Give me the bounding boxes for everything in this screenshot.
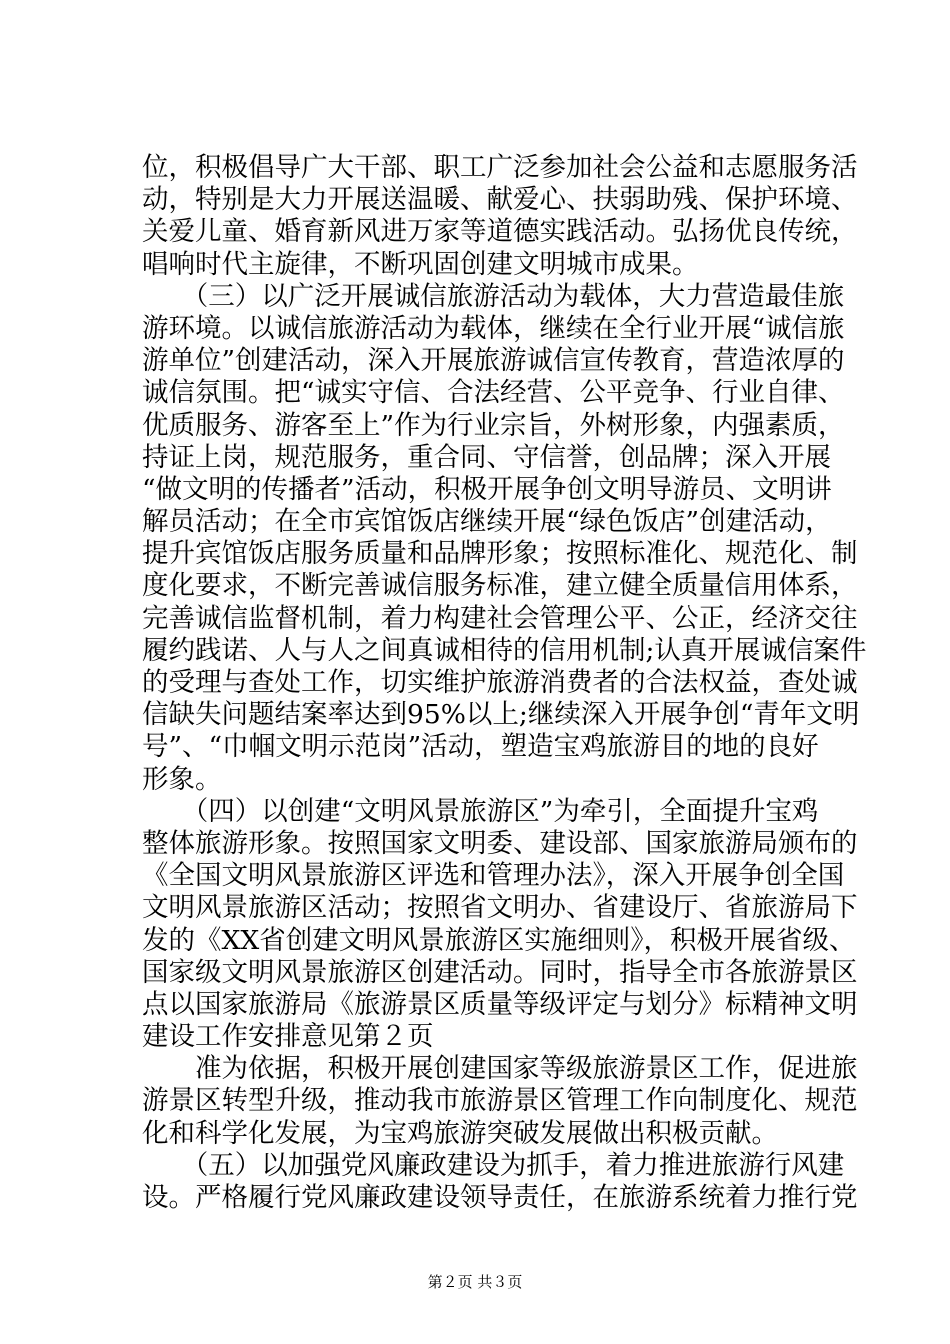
text-line: 化和科学化发展，为宝鸡旅游突破发展做出积极贡献。	[142, 1117, 778, 1149]
text-line: 唱响时代主旋律，不断巩固创建文明城市成果。	[142, 248, 699, 280]
page-footer: 第２页 共３页	[427, 1273, 523, 1291]
text-line: （三）以广泛开展诚信旅游活动为载体，大力营造最佳旅	[142, 280, 845, 312]
text-line: 信缺失问题结案率达到95%以上;继续深入开展争创“青年文明	[142, 699, 860, 731]
text-line: 文明风景旅游区活动；按照省文明办、省建设厅、省旅游局下	[142, 892, 858, 924]
text-line: （四）以创建“文明风景旅游区”为牵引，全面提升宝鸡	[142, 795, 819, 827]
text-line: 建设工作安排意见第２页	[142, 1021, 434, 1053]
text-line: （五）以加强党风廉政建设为抓手，着力推进旅游行风建	[142, 1149, 845, 1181]
text-line: 游景区转型升级，推动我市旅游景区管理工作向制度化、规范	[142, 1085, 858, 1117]
text-line: 准为依据，积极开展创建国家等级旅游景区工作，促进旅	[142, 1053, 858, 1085]
text-line: 动，特别是大力开展送温暖、献爱心、扶弱助残、保护环境、	[142, 184, 858, 216]
text-line: 点以国家旅游局《旅游景区质量等级评定与划分》标精神文明	[142, 988, 858, 1020]
text-line: 国家级文明风景旅游区创建活动。同时，指导全市各旅游景区	[142, 956, 858, 988]
text-line: 《全国文明风景旅游区评选和管理办法》，深入开展争创全国	[142, 860, 845, 892]
text-line: 发的《XX省创建文明风景旅游区实施细则》，积极开展省级、	[142, 924, 856, 956]
text-line: 解员活动；在全市宾馆饭店继续开展“绿色饭店”创建活动，	[142, 506, 832, 538]
text-line: 诚信氛围。把“诚实守信、合法经营、公平竞争、行业自律、	[142, 377, 845, 409]
text-line: 号”、“巾帼文明示范岗”活动，塑造宝鸡旅游目的地的良好	[142, 731, 819, 763]
text-line: 度化要求，不断完善诚信服务标准，建立健全质量信用体系，	[142, 570, 858, 602]
text-line: 持证上岗，规范服务，重合同、守信誉，创品牌；深入开展	[142, 441, 831, 473]
text-line: 履约践诺、人与人之间真诚相待的信用机制;认真开展诚信案件	[142, 634, 867, 666]
document-body	[142, 152, 867, 1214]
text-line: 游环境。以诚信旅游活动为载体，继续在全行业开展“诚信旅	[142, 312, 845, 344]
text-line: 游单位”创建活动，深入开展旅游诚信宣传教育，营造浓厚的	[142, 345, 845, 377]
text-line: 的受理与查处工作，切实维护旅游消费者的合法权益，查处诚	[142, 667, 858, 698]
text-line: “做文明的传播者”活动，积极开展争创文明导游员、文明讲	[142, 473, 832, 505]
text-line: 整体旅游形象。按照国家文明委、建设部、国家旅游局颁布的	[142, 827, 858, 859]
text-line: 设。严格履行党风廉政建设领导责任，在旅游系统着力推行党	[142, 1182, 858, 1213]
text-line: 优质服务、游客至上”作为行业宗旨，外树形象，内强素质，	[142, 409, 845, 441]
text-line: 关爱儿童、婚育新风进万家等道德实践活动。弘扬优良传统，	[142, 216, 858, 248]
text-line: 形象。	[142, 763, 222, 795]
text-line: 位，积极倡导广大干部、职工广泛参加社会公益和志愿服务活	[142, 152, 858, 183]
text-line: 提升宾馆饭店服务质量和品牌形象；按照标准化、规范化、制	[142, 538, 858, 570]
text-line: 完善诚信监督机制，着力构建社会管理公平、公正，经济交往	[142, 602, 858, 634]
